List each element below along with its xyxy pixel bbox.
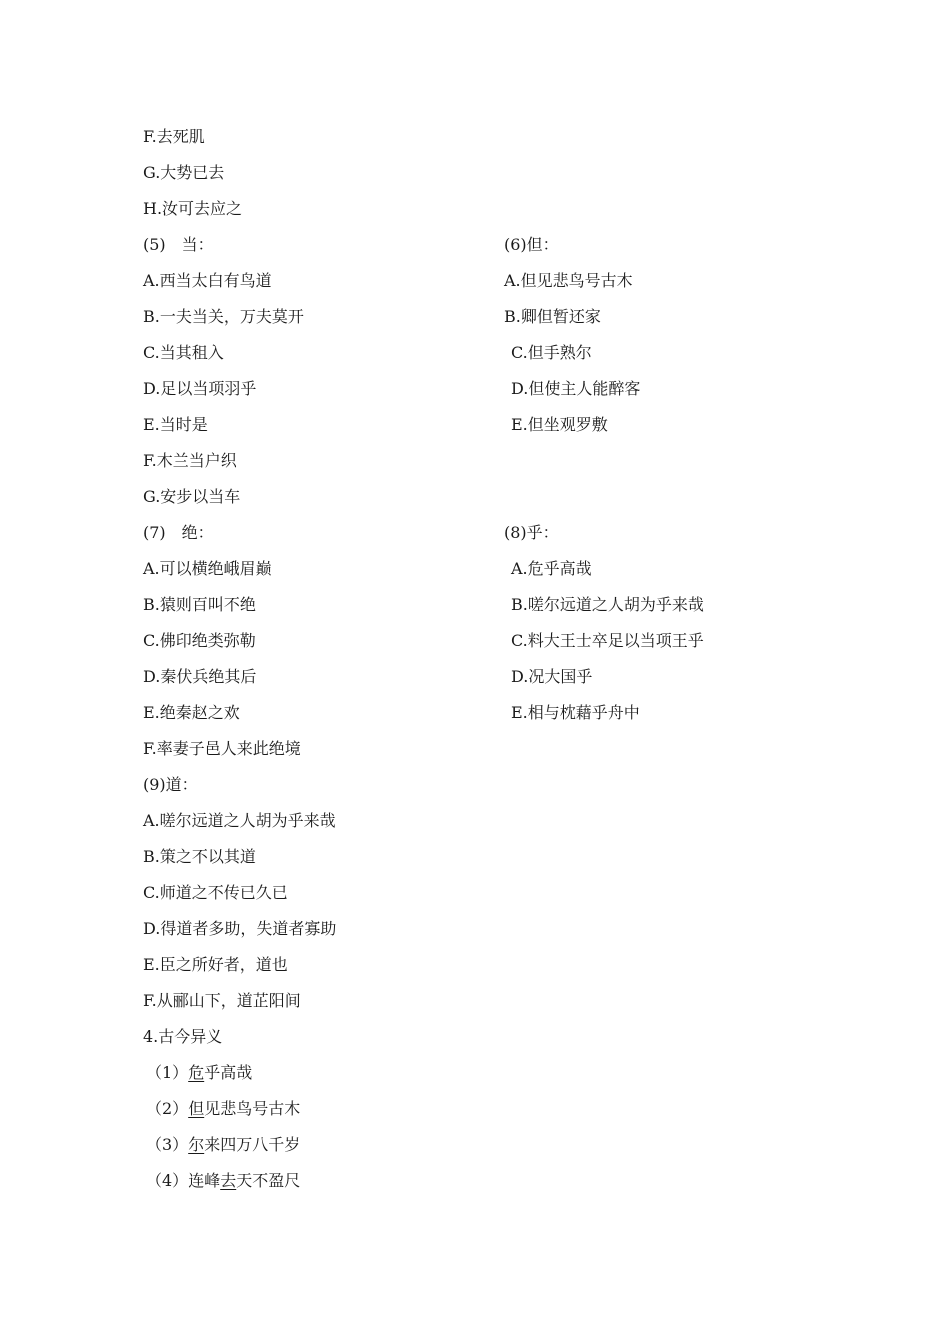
list-item: H.汝可去应之 xyxy=(143,199,243,218)
list-item: A.但见悲鸟号古木 xyxy=(504,271,633,290)
list-item xyxy=(146,1063,252,1083)
item-number: （1） xyxy=(146,1063,189,1082)
list-item xyxy=(146,1171,300,1191)
list-item xyxy=(146,1135,300,1155)
underlined-word: 但 xyxy=(188,1099,205,1118)
list-item: C.佛印绝类弥勒 xyxy=(143,631,256,650)
list-item: F.木兰当户织 xyxy=(143,451,237,470)
list-item: C.但手熟尔 xyxy=(511,343,592,362)
list-item xyxy=(146,1099,300,1119)
item-text-post: 来四万八千岁 xyxy=(204,1135,301,1154)
list-item: D.但使主人能醉客 xyxy=(511,379,641,398)
question-heading-9: (9)道： xyxy=(143,775,198,794)
list-item: A.西当太白有鸟道 xyxy=(143,271,272,290)
list-item: E.但坐观罗敷 xyxy=(511,415,608,434)
question-heading-7: (7) 绝： xyxy=(143,523,214,542)
list-item: B.猿则百叫不绝 xyxy=(143,595,256,614)
section-title: 4.古今异义 xyxy=(143,1027,223,1046)
item-number: （4） xyxy=(146,1171,189,1190)
list-item: D.得道者多助，失道者寡助 xyxy=(143,919,337,938)
item-number: （2） xyxy=(146,1099,189,1118)
list-item: D.况大国乎 xyxy=(511,667,593,686)
item-number: （3） xyxy=(146,1135,189,1154)
list-item: C.师道之不传已久已 xyxy=(143,883,288,902)
list-item: G.安步以当车 xyxy=(143,487,241,506)
list-item: E.相与枕藉乎舟中 xyxy=(511,703,640,722)
item-text-post: 乎高哉 xyxy=(204,1063,253,1082)
list-item: F.率妻子邑人来此绝境 xyxy=(143,739,301,758)
item-text-pre: 连峰 xyxy=(188,1171,221,1190)
list-item: E.绝秦赵之欢 xyxy=(143,703,240,722)
list-item: F.从郦山下，道芷阳间 xyxy=(143,991,301,1010)
list-item: E.当时是 xyxy=(143,415,208,434)
list-item: A.嗟尔远道之人胡为乎来哉 xyxy=(143,811,336,830)
list-item: G.大势已去 xyxy=(143,163,225,182)
list-item: E.臣之所好者，道也 xyxy=(143,955,288,974)
list-item: B.嗟尔远道之人胡为乎来哉 xyxy=(511,595,704,614)
list-item: F.去死肌 xyxy=(143,127,205,146)
underlined-word: 尔 xyxy=(188,1135,205,1154)
list-item: B.卿但暂还家 xyxy=(504,307,601,326)
question-heading-6: (6)但： xyxy=(504,235,559,254)
question-heading-8: (8)乎： xyxy=(504,523,559,542)
underlined-word: 去 xyxy=(220,1171,237,1190)
list-item: C.当其租入 xyxy=(143,343,224,362)
list-item: A.危乎高哉 xyxy=(511,559,592,578)
question-heading-5: (5) 当： xyxy=(143,235,214,254)
list-item: A.可以横绝峨眉巅 xyxy=(143,559,272,578)
underlined-word: 危 xyxy=(188,1063,205,1082)
list-item: C.料大王士卒足以当项王乎 xyxy=(511,631,704,650)
list-item: D.秦伏兵绝其后 xyxy=(143,667,257,686)
list-item: B.策之不以其道 xyxy=(143,847,256,866)
item-text-post: 见悲鸟号古木 xyxy=(204,1099,301,1118)
item-text-post: 天不盈尺 xyxy=(236,1171,301,1190)
list-item: D.足以当项羽乎 xyxy=(143,379,257,398)
list-item: B.一夫当关，万夫莫开 xyxy=(143,307,304,326)
